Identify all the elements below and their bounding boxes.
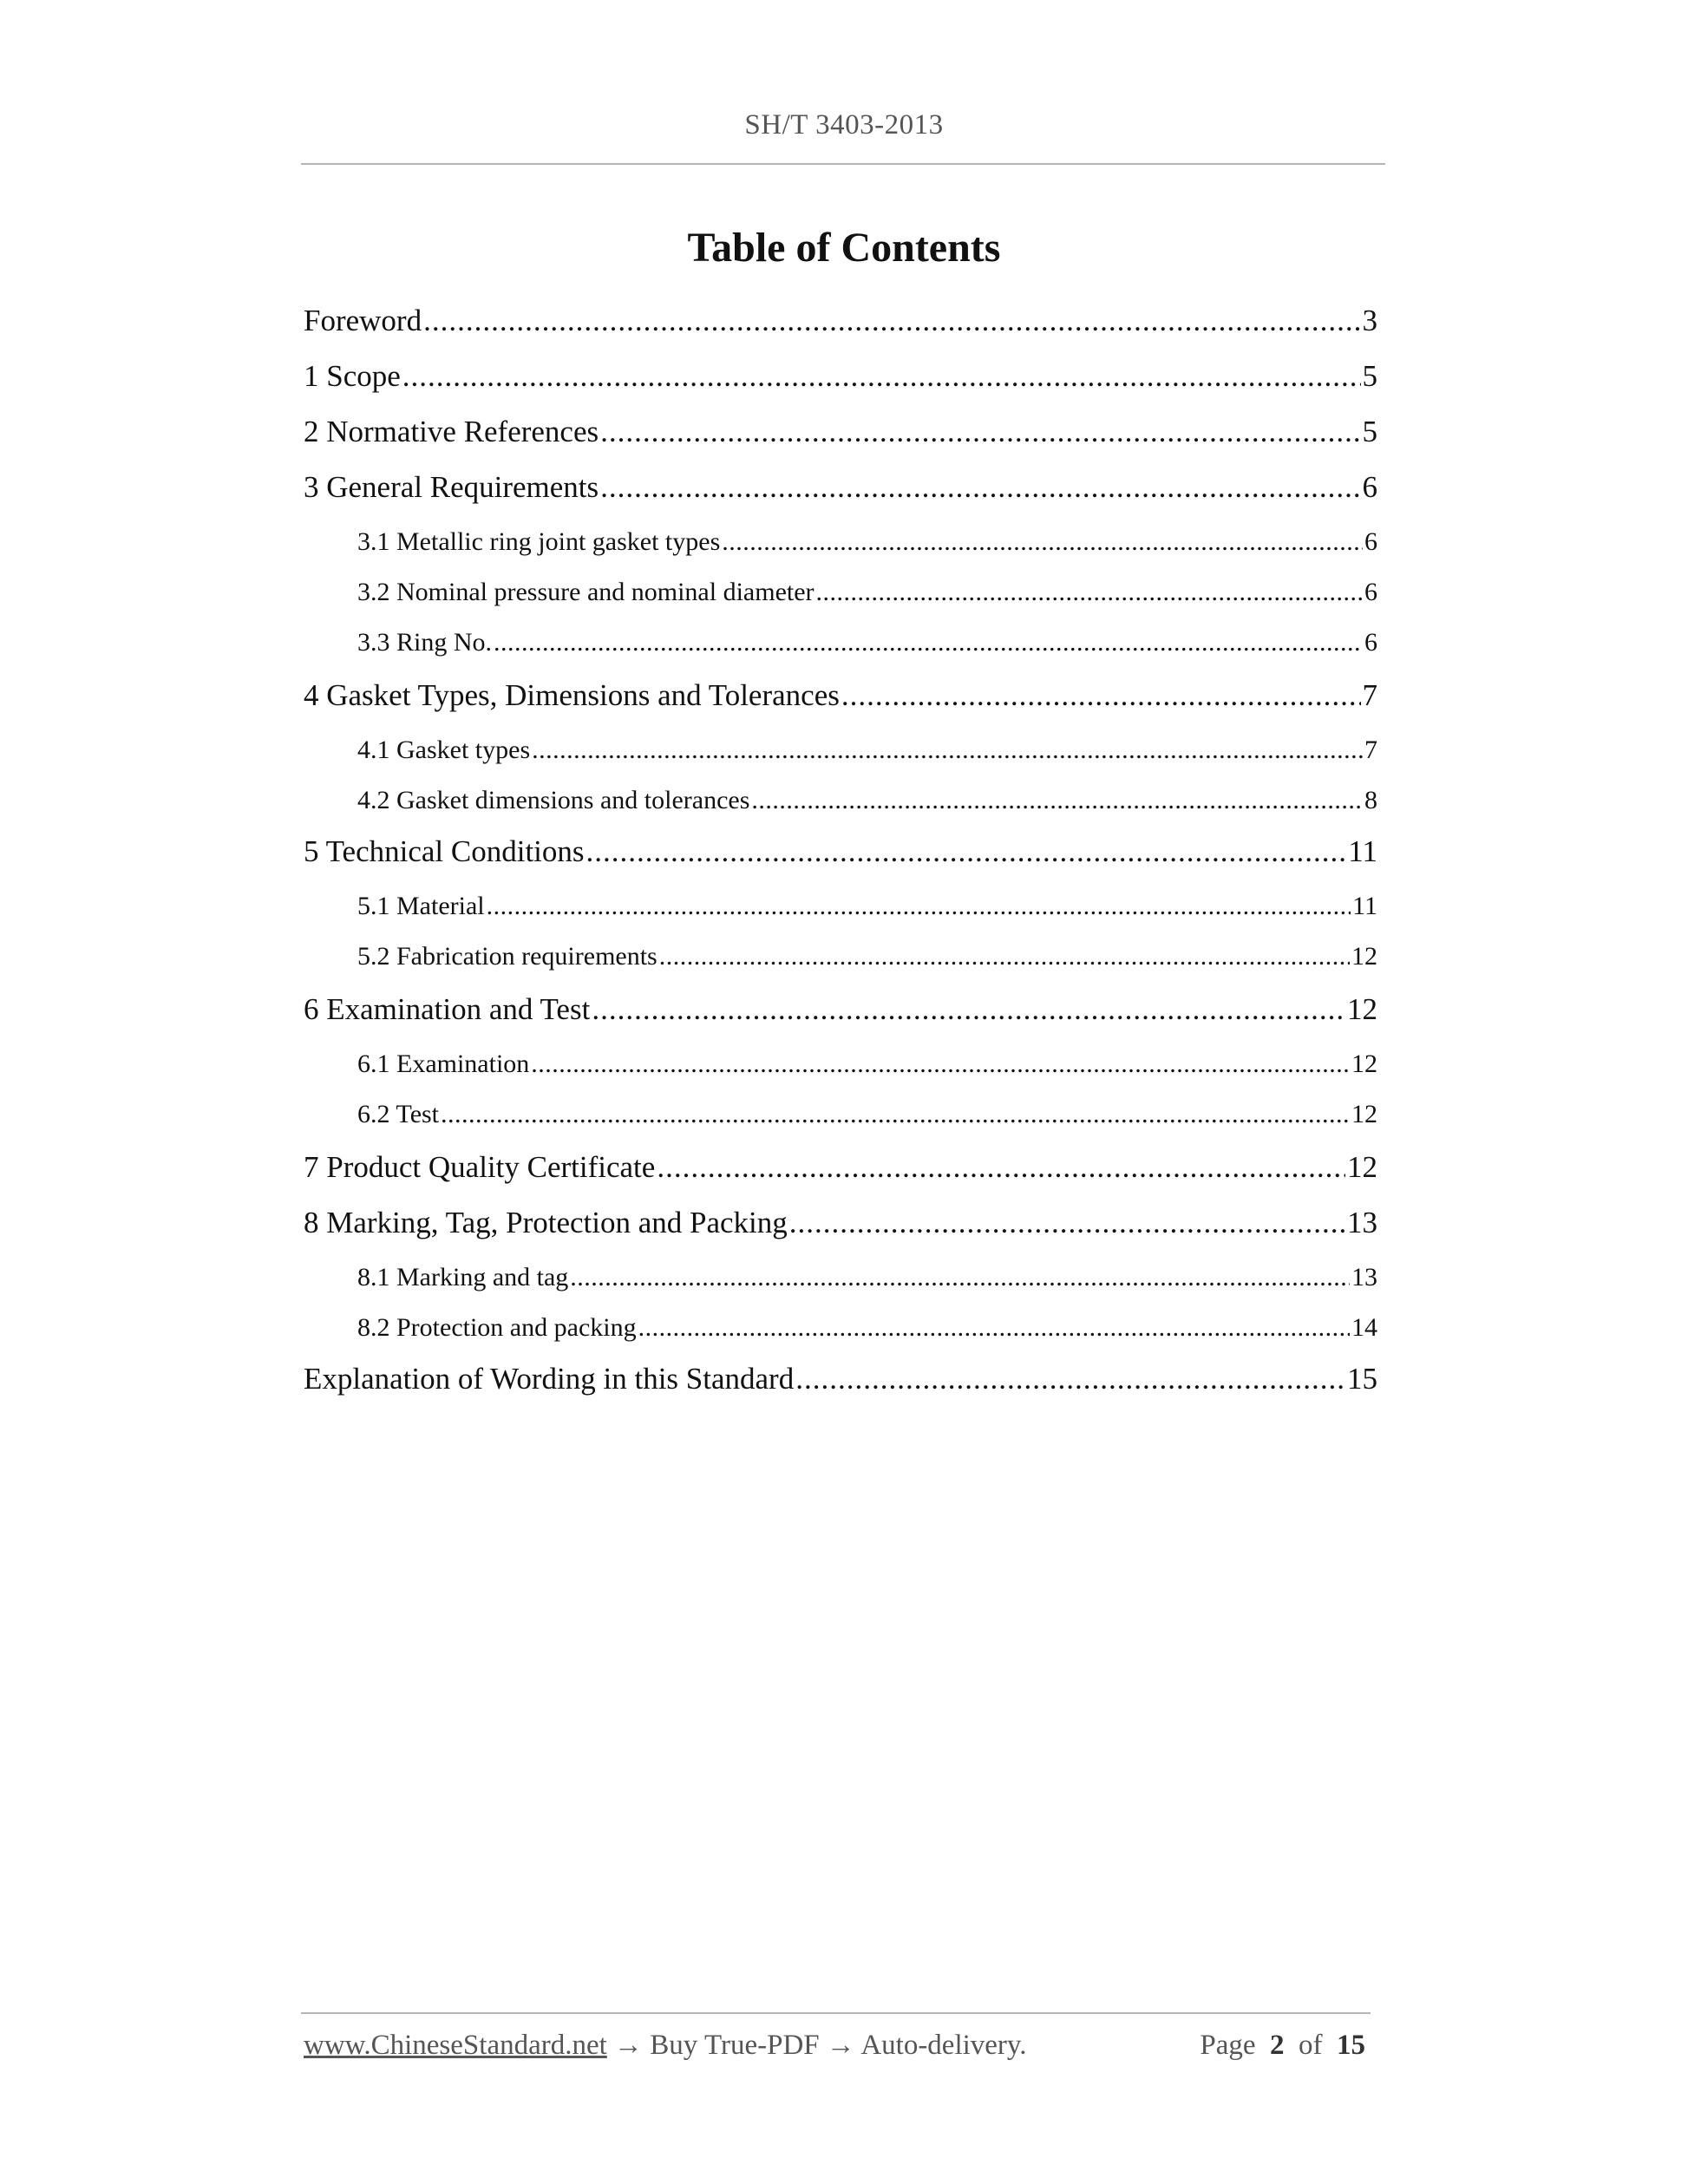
dot-leader <box>586 834 1347 869</box>
dot-leader <box>600 415 1360 449</box>
footer-divider <box>301 2012 1371 2014</box>
toc-entry-label: 4 Gasket Types, Dimensions and Tolerances <box>304 678 840 712</box>
dot-leader <box>441 1100 1350 1129</box>
toc-subentry[interactable] <box>304 1049 1377 1079</box>
toc-subentry[interactable] <box>304 628 1377 657</box>
toc-subentry[interactable] <box>304 527 1377 557</box>
dot-leader <box>751 786 1363 815</box>
buy-text: Buy True-PDF <box>650 2030 820 2061</box>
toc-entry-page: 8 <box>1364 786 1377 814</box>
page-number <box>1200 2030 1365 2062</box>
toc-entry-page: 13 <box>1351 1263 1377 1291</box>
toc-entry-page: 12 <box>1351 942 1377 971</box>
site-link[interactable]: www.ChineseStandard.net <box>304 2030 607 2061</box>
toc-subentry[interactable] <box>304 1100 1377 1129</box>
toc-entry[interactable] <box>304 1206 1377 1240</box>
dot-leader <box>841 678 1361 713</box>
toc-subentry[interactable] <box>304 1313 1377 1343</box>
dot-leader <box>659 942 1350 971</box>
toc-entry[interactable] <box>304 359 1377 394</box>
toc-entry-label: 5.1 Material <box>357 892 485 920</box>
dot-leader <box>570 1263 1350 1292</box>
toc-entry-label: 8 Marking, Tag, Protection and Packing <box>304 1206 788 1239</box>
toc-entry[interactable] <box>304 415 1377 449</box>
dot-leader <box>532 736 1363 765</box>
toc-entry-label: 8.1 Marking and tag <box>357 1263 569 1291</box>
arrow-icon: → <box>826 2030 855 2061</box>
toc-entry-page: 15 <box>1347 1362 1377 1396</box>
toc-entry-page: 7 <box>1364 736 1377 764</box>
toc-entry-page: 5 <box>1362 359 1377 393</box>
toc-subentry[interactable] <box>304 736 1377 765</box>
delivery-text: Auto-delivery. <box>860 2030 1027 2061</box>
document-id-header: SH/T 3403-2013 <box>744 109 944 141</box>
toc-entry-page: 14 <box>1351 1313 1377 1342</box>
toc-entry-label: 6.2 Test <box>357 1100 440 1128</box>
toc-entry-page: 12 <box>1351 1100 1377 1128</box>
toc-entry-label: 4.2 Gasket dimensions and tolerances <box>357 786 750 814</box>
dot-leader <box>423 304 1360 338</box>
toc-entry-label: 8.2 Protection and packing <box>357 1313 637 1342</box>
toc-entry[interactable] <box>304 834 1377 869</box>
toc-entry-label: 5.2 Fabrication requirements <box>357 942 658 971</box>
footer-promo <box>304 2030 1027 2062</box>
toc-entry-label: 3.3 Ring No. <box>357 628 493 657</box>
toc-entry-page: 5 <box>1362 415 1377 448</box>
toc-entry[interactable] <box>304 1362 1377 1396</box>
toc-entry-label: 6 Examination and Test <box>304 992 591 1026</box>
dot-leader <box>402 359 1361 394</box>
dot-leader <box>795 1362 1345 1396</box>
current-page: 2 <box>1270 2030 1285 2061</box>
toc-entry-page: 12 <box>1347 1150 1377 1184</box>
toc-entry-page: 6 <box>1364 527 1377 556</box>
total-pages: 15 <box>1337 2030 1365 2061</box>
toc-entry-label: 2 Normative References <box>304 415 599 448</box>
toc-entry[interactable] <box>304 470 1377 505</box>
toc-subentry[interactable] <box>304 1263 1377 1292</box>
dot-leader <box>638 1313 1350 1343</box>
toc-entry-label: 5 Technical Conditions <box>304 834 585 868</box>
dot-leader <box>531 1049 1350 1079</box>
toc-subentry[interactable] <box>304 942 1377 971</box>
dot-leader <box>487 892 1351 921</box>
toc-title: Table of Contents <box>687 225 1001 271</box>
dot-leader <box>494 628 1363 657</box>
toc-subentry[interactable] <box>304 578 1377 607</box>
dot-leader <box>722 527 1363 557</box>
of-word: of <box>1299 2030 1323 2061</box>
toc-entry-label: 4.1 Gasket types <box>357 736 531 764</box>
toc-entry-page: 6 <box>1362 470 1377 504</box>
toc-entry-label: 7 Product Quality Certificate <box>304 1150 656 1184</box>
toc-entry-label: 3.1 Metallic ring joint gasket types <box>357 527 721 556</box>
toc-entry-page: 11 <box>1348 834 1377 868</box>
toc-entry-page: 12 <box>1347 992 1377 1026</box>
toc-entry-label: 3.2 Nominal pressure and nominal diameter <box>357 578 815 606</box>
toc-entry-page: 6 <box>1364 578 1377 606</box>
arrow-icon: → <box>614 2030 644 2061</box>
dot-leader <box>600 470 1360 505</box>
toc-entry-page: 13 <box>1347 1206 1377 1239</box>
toc-entry[interactable] <box>304 992 1377 1027</box>
toc-entry[interactable] <box>304 678 1377 713</box>
dot-leader <box>789 1206 1345 1240</box>
toc-entry-page: 7 <box>1362 678 1377 712</box>
toc-entry-label: 3 General Requirements <box>304 470 599 504</box>
dot-leader <box>592 992 1345 1027</box>
toc-entry-page: 6 <box>1364 628 1377 657</box>
toc-entry-label: 6.1 Examination <box>357 1049 530 1078</box>
toc-entry-label: Explanation of Wording in this Standard <box>304 1362 795 1396</box>
toc-entry-label: 1 Scope <box>304 359 401 393</box>
dot-leader <box>816 578 1363 607</box>
toc-entry-page: 11 <box>1352 892 1377 920</box>
dot-leader <box>657 1150 1345 1185</box>
toc-entry-page: 3 <box>1362 304 1377 337</box>
toc-entry-label: Foreword <box>304 304 422 337</box>
page-word: Page <box>1200 2030 1256 2061</box>
header-divider <box>301 163 1385 165</box>
toc-entry-page: 12 <box>1351 1049 1377 1078</box>
toc-subentry[interactable] <box>304 786 1377 815</box>
toc-entry[interactable] <box>304 304 1377 338</box>
toc-subentry[interactable] <box>304 892 1377 921</box>
toc-entry[interactable] <box>304 1150 1377 1185</box>
